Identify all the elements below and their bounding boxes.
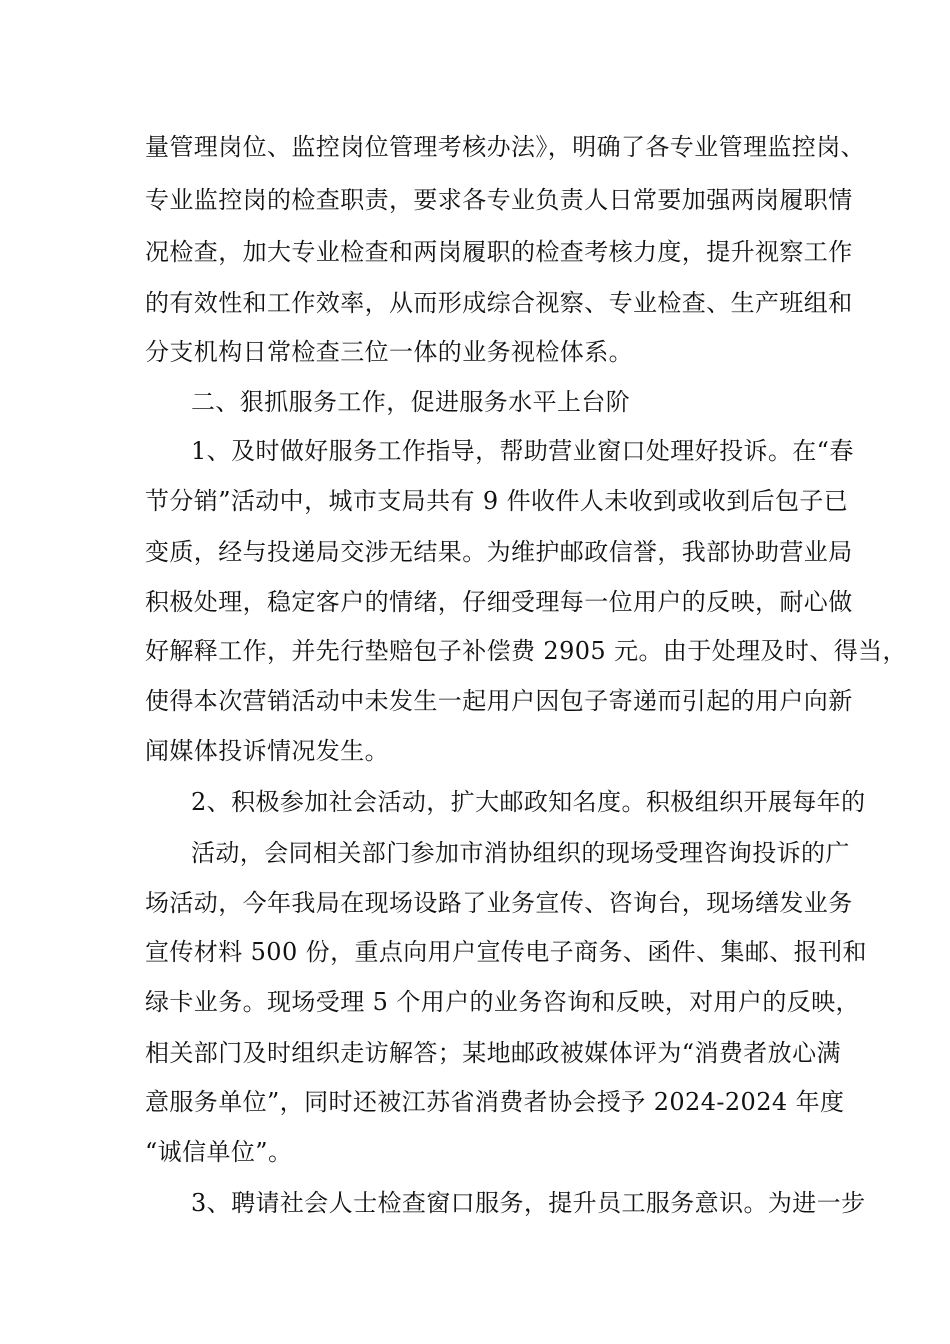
body-text-line: 的有效性和工作效率，从而形成综合视察、专业检查、生产班组和 [145, 289, 853, 317]
body-text-line: 变质，经与投递局交涉无结果。为维护邮政信誉，我部协助营业局 [145, 538, 853, 566]
section-heading: 二、狠抓服务工作，促进服务水平上台阶 [191, 388, 631, 416]
body-text-line: 好解释工作，并先行垫赔包子补偿费 2905 元。由于处理及时、得当， [145, 637, 907, 665]
body-text-line: 2、积极参加社会活动，扩大邮政知名度。积极组织开展每年的 [191, 788, 866, 816]
body-text-line: 节分销”活动中，城市支局共有 9 件收件人未收到或收到后包子已 [145, 487, 849, 515]
body-text-line: 活动，会同相关部门参加市消协组织的现场受理咨询投诉的广 [191, 839, 850, 867]
body-text-line: 1、及时做好服务工作指导，帮助营业窗口处理好投诉。在“春 [191, 437, 854, 465]
body-text-line: 宣传材料 500 份，重点向用户宣传电子商务、函件、集邮、报刊和 [145, 938, 867, 966]
body-text-line: 专业监控岗的检查职责，要求各专业负责人日常要加强两岗履职情 [145, 186, 853, 214]
body-text-line: 况检查，加大专业检查和两岗履职的检查考核力度，提升视察工作 [145, 238, 853, 266]
body-text-line: 积极处理，稳定客户的情绪，仔细受理每一位用户的反映，耐心做 [145, 588, 853, 616]
body-text-line: “诚信单位”。 [145, 1138, 293, 1166]
body-text-line: 相关部门及时组织走访解答；某地邮政被媒体评为“消费者放心满 [145, 1039, 841, 1067]
body-text-line: 分支机构日常检查三位一体的业务视检体系。 [145, 338, 633, 366]
body-text-line: 场活动，今年我局在现场设路了业务宣传、咨询台，现场缮发业务 [145, 889, 853, 917]
body-text-line: 量管理岗位、监控岗位管理考核办法》，明确了各专业管理监控岗、 [145, 133, 865, 161]
body-text-line: 意服务单位”，同时还被江苏省消费者协会授予 2024-2024 年度 [145, 1088, 845, 1116]
body-text-line: 使得本次营销活动中未发生一起用户因包子寄递而引起的用户向新 [145, 687, 853, 715]
body-text-line: 3、聘请社会人士检查窗口服务，提升员工服务意识。为进一步 [191, 1189, 866, 1217]
body-text-line: 绿卡业务。现场受理 5 个用户的业务咨询和反映，对用户的反映， [145, 988, 860, 1016]
body-text-line: 闻媒体投诉情况发生。 [145, 737, 389, 765]
